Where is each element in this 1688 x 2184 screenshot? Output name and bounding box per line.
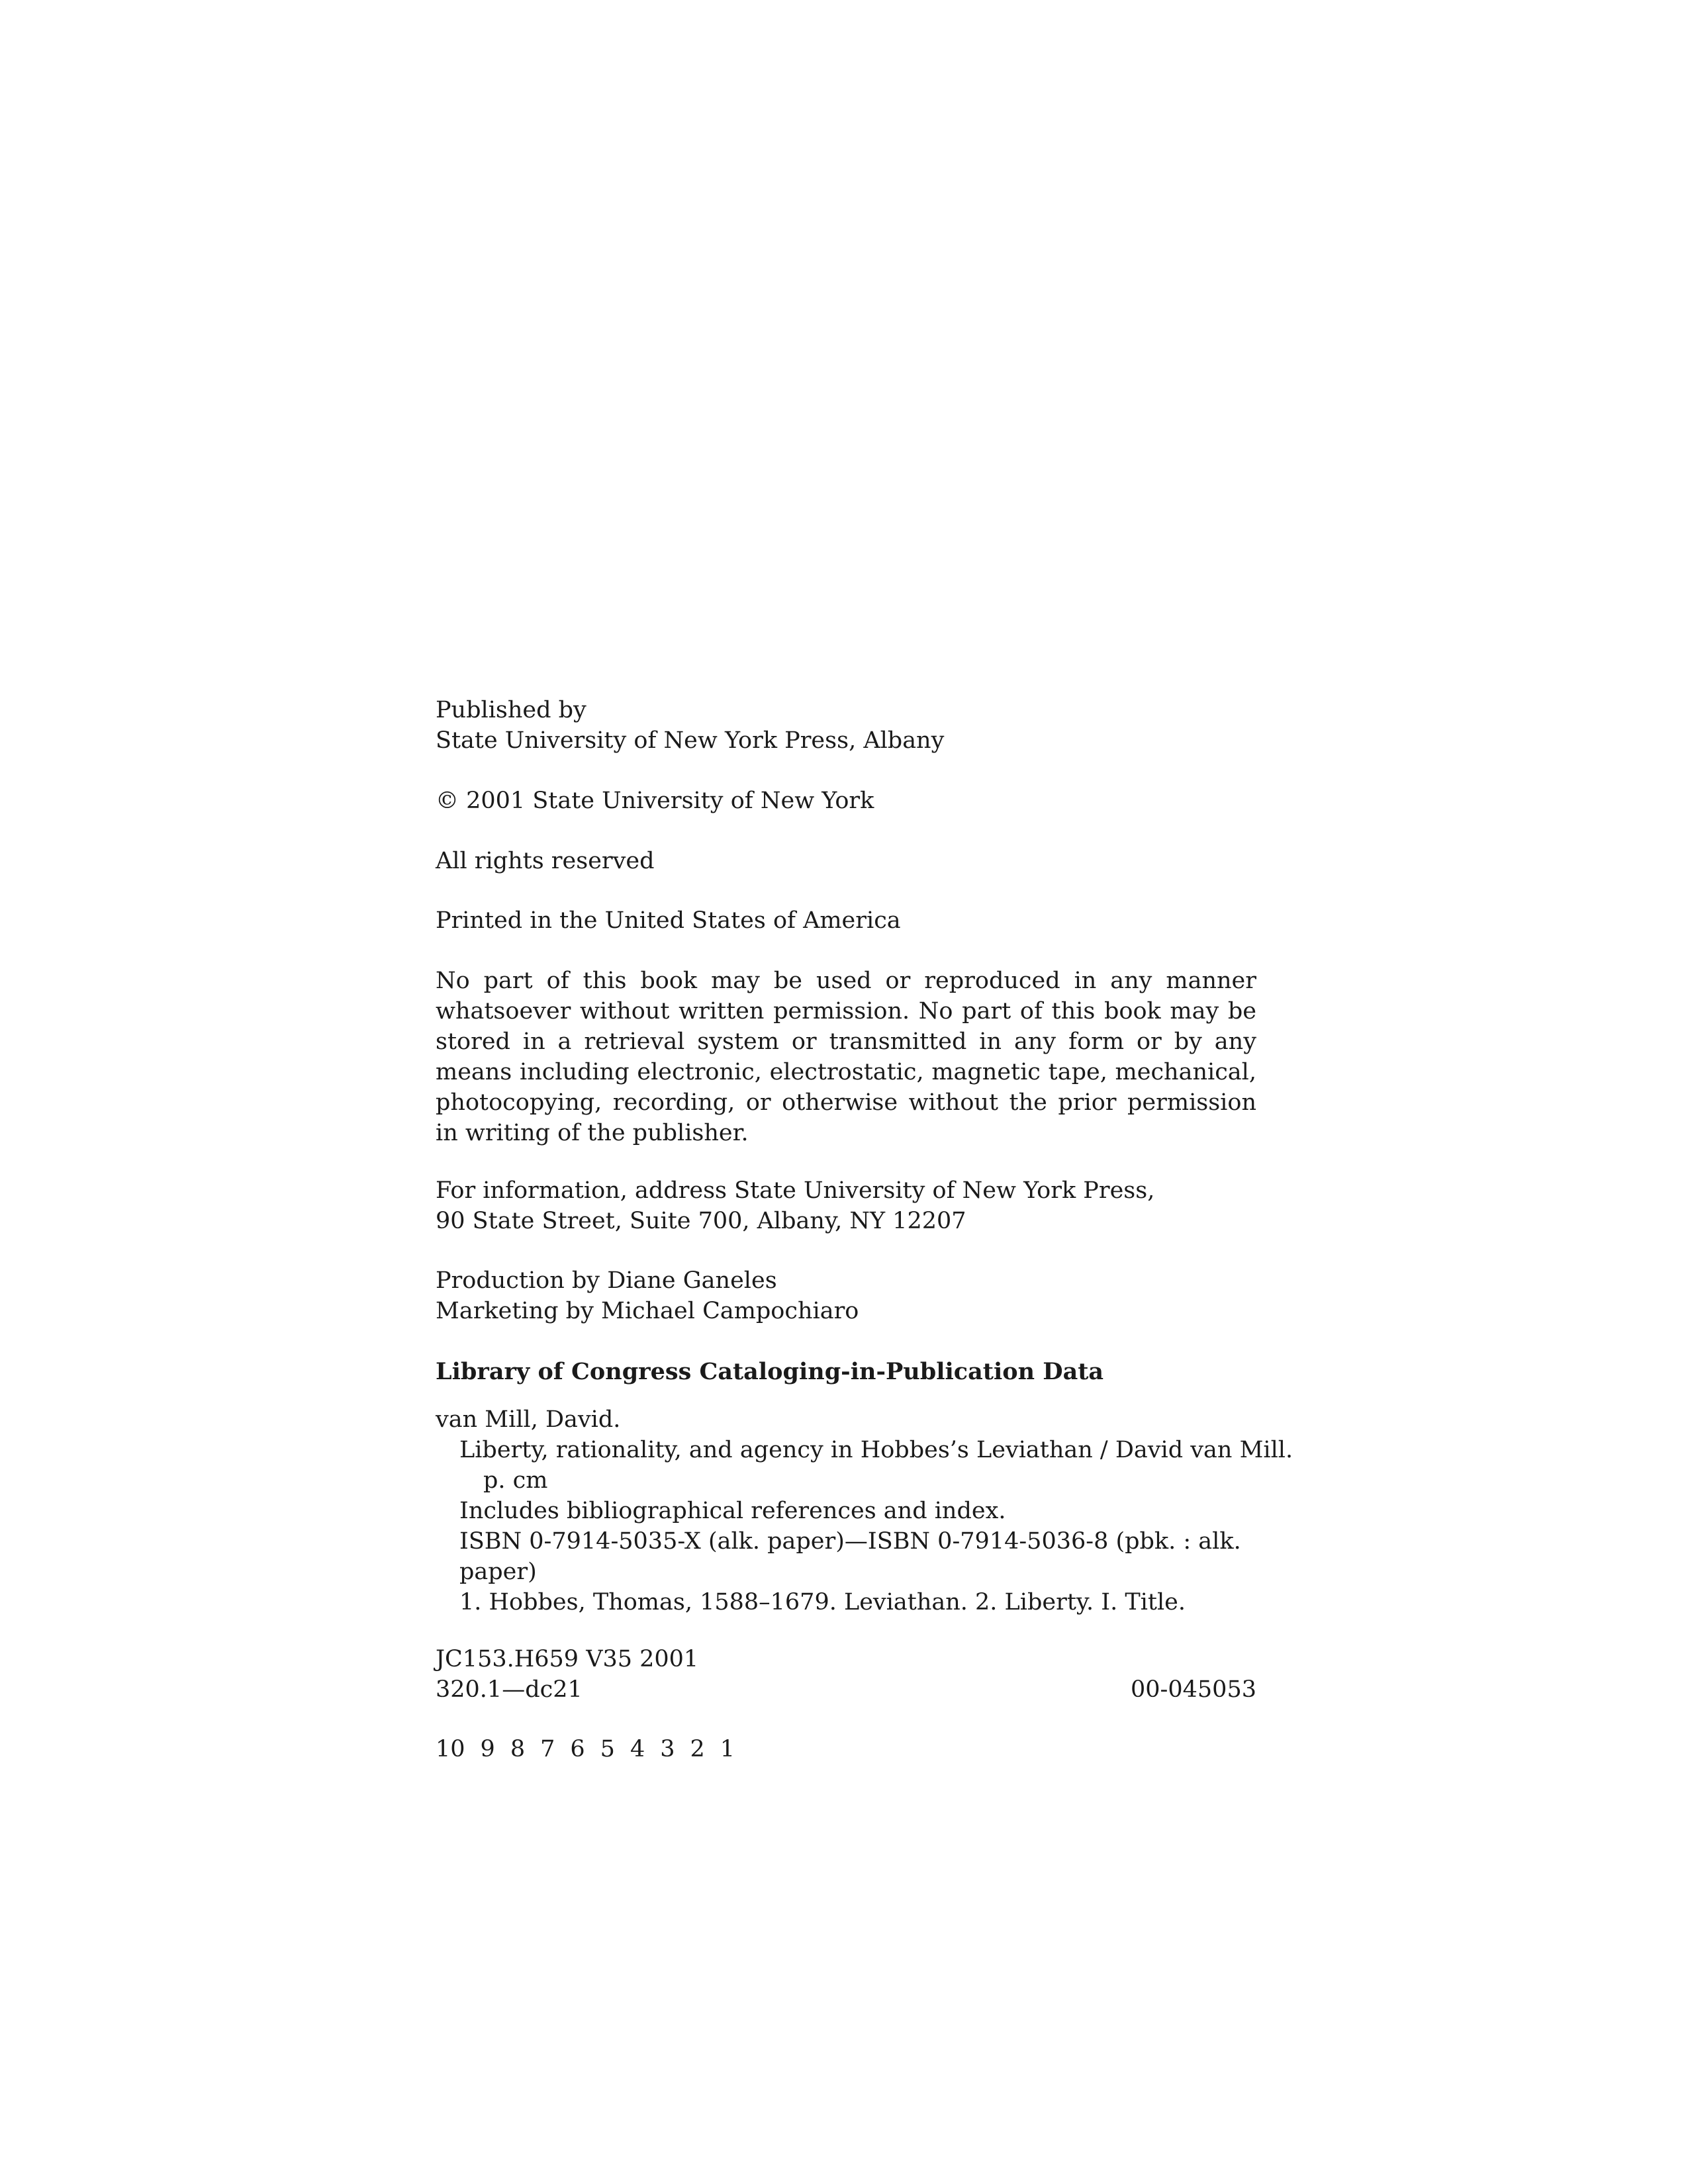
printed-in: Printed in the United States of America <box>436 907 901 934</box>
cip-notes: Includes bibliographical references and index. <box>459 1498 1006 1524</box>
print-number: 9 <box>480 1736 495 1762</box>
classification-block <box>436 1644 1256 1705</box>
production-credit: Production by Diane Ganeles <box>436 1267 777 1294</box>
credits-block <box>436 1265 1256 1326</box>
cip-title: Liberty, rationality, and agency in Hobbes’s Leviathan / David van Mill. <box>459 1437 1293 1463</box>
dewey-lccn-row <box>436 1674 1256 1705</box>
print-number: 7 <box>540 1736 555 1762</box>
lc-classification: JC153.H659 V35 2001 <box>436 1646 699 1672</box>
print-number: 4 <box>630 1736 645 1762</box>
copyright-notice: © 2001 State University of New York <box>436 788 874 814</box>
print-number: 3 <box>660 1736 675 1762</box>
print-line-block <box>436 1734 1256 1764</box>
rights-block <box>436 846 1256 876</box>
information-block <box>436 1175 1256 1236</box>
printer-key <box>436 1734 1256 1764</box>
print-number: 5 <box>600 1736 615 1762</box>
copyright-block <box>436 786 1256 816</box>
publisher-name: State University of New York Press, Albany <box>436 727 945 754</box>
cip-isbn-line-2: paper) <box>459 1559 537 1585</box>
print-number: 8 <box>510 1736 526 1762</box>
cip-record <box>436 1404 1293 1617</box>
cip-subjects: 1. Hobbes, Thomas, 1588–1679. Leviathan. 2. Liberty. I. Title. <box>459 1589 1186 1615</box>
cip-author: van Mill, David. <box>436 1406 621 1433</box>
marketing-credit: Marketing by Michael Campochiaro <box>436 1298 859 1324</box>
cip-pages: p. cm <box>483 1467 548 1494</box>
lccn-number: 00-045053 <box>1131 1676 1256 1703</box>
cip-isbn-line-1: ISBN 0-7914-5035-X (alk. paper)—ISBN 0-7914-5036-8 (pbk. : alk. <box>459 1528 1241 1555</box>
permission-paragraph: No part of this book may be used or reproduced in any manner whatsoever without written permission. No part of this book may be stored in a retrieval system or transmitted in any form or by any means including electronic, electrostatic, magnetic tape, mechanical, photocopying, recording, or otherwise without the prior permission in writing of the publisher. <box>436 968 1256 1146</box>
print-number: 10 <box>436 1736 465 1762</box>
print-number: 6 <box>570 1736 585 1762</box>
dewey-number: 320.1—dc21 <box>436 1676 583 1703</box>
information-line-1: For information, address State University of New York Press, <box>436 1177 1155 1204</box>
publisher-label: Published by <box>436 697 586 723</box>
information-line-2: 90 State Street, Suite 700, Albany, NY 12207 <box>436 1208 966 1234</box>
cip-heading: Library of Congress Cataloging-in-Publication Data <box>436 1358 1104 1385</box>
rights-reserved: All rights reserved <box>436 848 655 874</box>
print-number: 2 <box>690 1736 705 1762</box>
printed-block <box>436 905 1256 936</box>
publisher-block <box>436 695 1256 756</box>
cip-heading-block <box>436 1357 1256 1387</box>
print-number: 1 <box>720 1736 735 1762</box>
